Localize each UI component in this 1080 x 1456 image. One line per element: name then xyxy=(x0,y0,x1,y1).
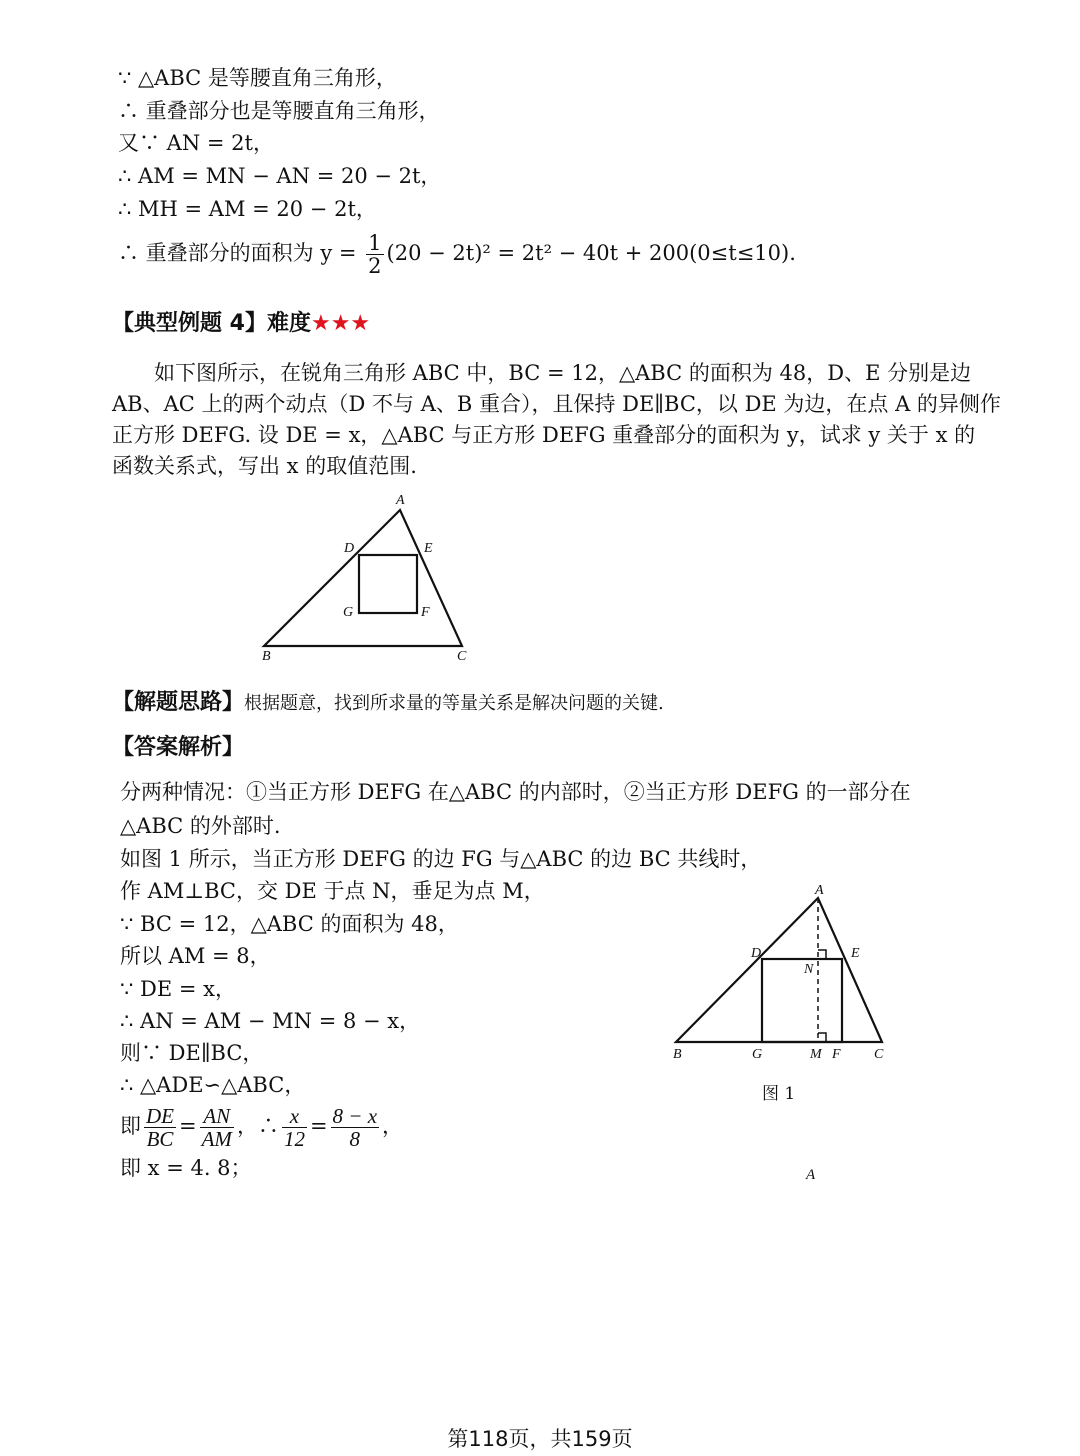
label-g: G xyxy=(752,1047,763,1062)
answer-line-6: 所以 AM = 8， xyxy=(120,944,271,968)
label-n: N xyxy=(804,962,814,977)
triangle-abc xyxy=(676,898,882,1042)
stray-label-a: A xyxy=(806,1167,816,1183)
fraction-denominator: AM xyxy=(201,1127,232,1151)
label-e: E xyxy=(851,946,860,961)
ratio-end: ， xyxy=(382,1114,404,1138)
square-defg xyxy=(359,555,417,613)
answer-line-7: ∵ DE = x， xyxy=(120,977,236,1001)
answer-line-12: 即 x = 4. 8； xyxy=(120,1156,252,1180)
label-b: B xyxy=(673,1047,682,1062)
fraction-8-minus-x xyxy=(331,1105,380,1150)
fraction-x-12 xyxy=(282,1105,307,1150)
fraction-numerator: x xyxy=(282,1105,307,1128)
answer-line-2: △ABC 的外部时. xyxy=(120,814,281,838)
answer-line-8: ∴ AN = AM − MN = 8 − x， xyxy=(120,1009,421,1033)
square-defg xyxy=(762,959,842,1042)
answer-line-5: ∵ BC = 12，△ABC 的面积为 48， xyxy=(120,912,459,936)
hint-row xyxy=(112,685,664,716)
page-footer: 第118页，共159页 xyxy=(447,1427,633,1451)
label-m: M xyxy=(810,1047,822,1062)
equals-sign-2: = xyxy=(309,1114,328,1138)
fraction-numerator: DE xyxy=(146,1104,174,1128)
answer-line-3: 如图 1 所示，当正方形 DEFG 的边 FG 与△ABC 的边 BC 共线时， xyxy=(120,847,762,871)
hint-text: 根据题意，找到所求量的等量关系是解决问题的关键. xyxy=(244,693,664,714)
solution-line-3: 又∵ AN = 2t， xyxy=(118,131,274,155)
difficulty-stars: ★★★ xyxy=(310,311,371,336)
answer-heading: 【答案解析】 xyxy=(112,735,245,760)
problem-statement xyxy=(112,358,1001,482)
equals-sign: = xyxy=(179,1114,197,1138)
solution-line-1: ∵ △ABC 是等腰直角三角形， xyxy=(118,66,397,90)
fraction-denominator: BC xyxy=(146,1127,174,1151)
therefore-sign: ，∴ xyxy=(236,1114,279,1138)
right-angle-n xyxy=(818,950,826,959)
figure-1 xyxy=(665,876,905,1106)
fraction-de-bc xyxy=(144,1105,176,1150)
triangle-abc xyxy=(264,510,462,646)
solution-line-6 xyxy=(118,232,796,277)
label-d: D xyxy=(344,541,355,556)
fraction-denominator: 2 xyxy=(368,254,382,278)
fraction-denominator: 8 xyxy=(349,1127,361,1151)
hint-label: 【解题思路】 xyxy=(112,690,245,715)
fraction-one-half xyxy=(366,232,383,277)
solution-line-4: ∴ AM = MN − AN = 20 − 2t， xyxy=(118,164,442,188)
label-g: G xyxy=(343,605,354,620)
answer-line-1: 分两种情况：①当正方形 DEFG 在△ABC 的内部时，②当正方形 DEFG 的一部分在 xyxy=(120,780,911,804)
right-angle-m xyxy=(818,1033,826,1042)
fraction-denominator: 12 xyxy=(283,1127,305,1151)
fraction-numerator: 8 − x xyxy=(332,1104,378,1128)
answer-line-4: 作 AM⊥BC，交 DE 于点 N，垂足为点 M， xyxy=(120,879,545,903)
answer-line-11 xyxy=(120,1105,403,1150)
problem-line-4: 函数关系式，写出 x 的取值范围. xyxy=(112,454,417,478)
label-f: F xyxy=(832,1047,841,1062)
label-c: C xyxy=(874,1047,884,1062)
solution-line-5: ∴ MH = AM = 20 − 2t， xyxy=(118,197,377,221)
solution-line-2: ∴ 重叠部分也是等腰直角三角形， xyxy=(118,99,440,123)
example-heading xyxy=(112,306,370,337)
answer-line-9: 则∵ DE∥BC， xyxy=(120,1041,264,1065)
fraction-numerator: 1 xyxy=(368,231,382,255)
example-label: 【典型例题 4】难度 xyxy=(112,311,311,336)
label-a: A xyxy=(396,493,405,508)
problem-line-1: 如下图所示，在锐角三角形 ABC 中，BC = 12，△ABC 的面积为 48，D、E 分别是边 xyxy=(154,361,972,385)
label-b: B xyxy=(262,649,271,664)
answer-line-10: ∴ △ADE∽△ABC， xyxy=(120,1073,306,1097)
area-formula-prefix: ∴ 重叠部分的面积为 y = xyxy=(118,241,364,265)
figure-1-caption: 图 1 xyxy=(762,1084,796,1104)
label-c: C xyxy=(457,649,467,664)
label-e: E xyxy=(424,541,433,556)
fraction-an-am xyxy=(200,1105,234,1150)
problem-line-2: AB、AC 上的两个动点（D 不与 A、B 重合），且保持 DE∥BC，以 DE 为边，在点 A 的异侧作 xyxy=(112,392,1001,416)
label-a: A xyxy=(815,883,824,898)
label-f: F xyxy=(421,605,430,620)
triangle-square-figure xyxy=(250,486,480,666)
ratio-prefix: 即 xyxy=(120,1114,141,1138)
label-d: D xyxy=(751,946,762,961)
area-formula-suffix: (20 − 2t)² = 2t² − 40t + 200(0≤t≤10). xyxy=(386,241,796,265)
fraction-numerator: AN xyxy=(200,1105,234,1128)
problem-line-3: 正方形 DEFG. 设 DE = x，△ABC 与正方形 DEFG 重叠部分的面积为 y，试求 y 关于 x 的 xyxy=(112,423,976,447)
